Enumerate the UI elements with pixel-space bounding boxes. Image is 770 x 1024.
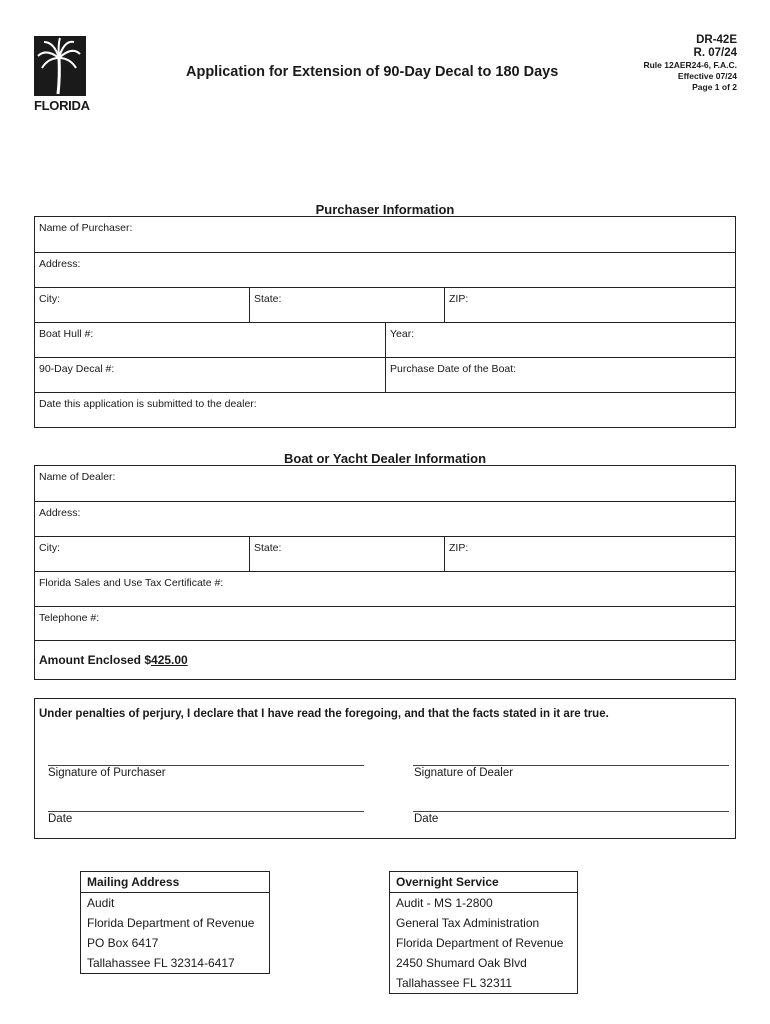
overnight-service-heading: Overnight Service xyxy=(390,872,577,893)
overnight-address-line: Florida Department of Revenue xyxy=(396,936,564,950)
purchaser-address-field[interactable]: Address: xyxy=(39,258,81,270)
form-id-block xyxy=(643,34,737,93)
purchaser-signature-line[interactable] xyxy=(48,765,364,766)
purchaser-signature-label: Signature of Purchaser xyxy=(48,767,166,779)
dealer-address-field[interactable]: Address: xyxy=(39,507,81,519)
dealer-state-field[interactable]: State: xyxy=(250,537,445,571)
amount-value: 425.00 xyxy=(151,653,188,667)
overnight-address-line: Audit - MS 1-2800 xyxy=(396,896,493,910)
form-effective: Effective 07/24 xyxy=(677,71,737,81)
dealer-zip-field[interactable]: ZIP: xyxy=(449,542,469,554)
form-rule: Rule 12AER24-6, F.A.C. xyxy=(643,60,737,70)
dealer-date-line[interactable] xyxy=(413,811,729,812)
purchaser-date-line[interactable] xyxy=(48,811,364,812)
mailing-address-line: Florida Department of Revenue xyxy=(87,916,255,930)
mailing-address-line: Audit xyxy=(87,896,115,910)
dealer-signature-label: Signature of Dealer xyxy=(414,767,514,779)
mailing-address-box xyxy=(80,871,270,974)
purchaser-grid xyxy=(34,216,736,428)
decal-number-field[interactable]: 90-Day Decal #: xyxy=(35,358,386,392)
overnight-address-line: 2450 Shumard Oak Blvd xyxy=(396,956,527,970)
dealer-name-field[interactable]: Name of Dealer: xyxy=(39,471,116,483)
palm-tree-icon xyxy=(34,36,86,96)
dealer-city-field[interactable]: City: xyxy=(35,537,250,571)
amount-label: Amount Enclosed $ xyxy=(39,653,152,667)
perjury-statement: Under penalties of perjury, I declare that I have read the foregoing, and that the facts stated in it are true. xyxy=(39,708,609,720)
declaration-box xyxy=(34,698,736,839)
purchaser-section-title: Purchaser Information xyxy=(315,202,455,217)
dealer-signature-line[interactable] xyxy=(413,765,729,766)
purchaser-date-label: Date xyxy=(48,813,73,825)
tax-certificate-field[interactable]: Florida Sales and Use Tax Certificate #: xyxy=(39,577,224,589)
purchaser-name-field[interactable]: Name of Purchaser: xyxy=(39,222,133,234)
dealer-telephone-field[interactable]: Telephone #: xyxy=(39,612,100,624)
dealer-date-label: Date xyxy=(414,813,439,825)
purchaser-zip-field[interactable]: ZIP: xyxy=(449,293,469,305)
logo-text: FLORIDA xyxy=(34,98,90,113)
submission-date-field[interactable]: Date this application is submitted to the dealer: xyxy=(39,398,257,410)
overnight-address-line: General Tax Administration xyxy=(396,916,540,930)
mailing-address-heading: Mailing Address xyxy=(81,872,269,893)
mailing-address-line: Tallahassee FL 32314-6417 xyxy=(87,956,235,970)
amount-enclosed xyxy=(35,641,735,679)
mailing-address-line: PO Box 6417 xyxy=(87,936,159,950)
dealer-section-title: Boat or Yacht Dealer Information xyxy=(283,451,487,466)
dealer-grid xyxy=(34,465,736,680)
boat-year-field[interactable]: Year: xyxy=(390,328,415,340)
florida-dor-logo xyxy=(34,36,90,116)
form-code: DR-42E xyxy=(696,34,737,46)
overnight-service-box xyxy=(389,871,578,994)
page-number: Page 1 of 2 xyxy=(692,82,737,92)
form-title: Application for Extension of 90-Day Decal to 180 Days xyxy=(186,64,559,80)
purchase-date-field[interactable]: Purchase Date of the Boat: xyxy=(390,363,517,375)
overnight-address-line: Tallahassee FL 32311 xyxy=(396,976,513,990)
boat-hull-field[interactable]: Boat Hull #: xyxy=(35,323,386,357)
purchaser-city-field[interactable]: City: xyxy=(35,288,250,322)
form-revision: R. 07/24 xyxy=(693,47,737,59)
purchaser-state-field[interactable]: State: xyxy=(250,288,445,322)
